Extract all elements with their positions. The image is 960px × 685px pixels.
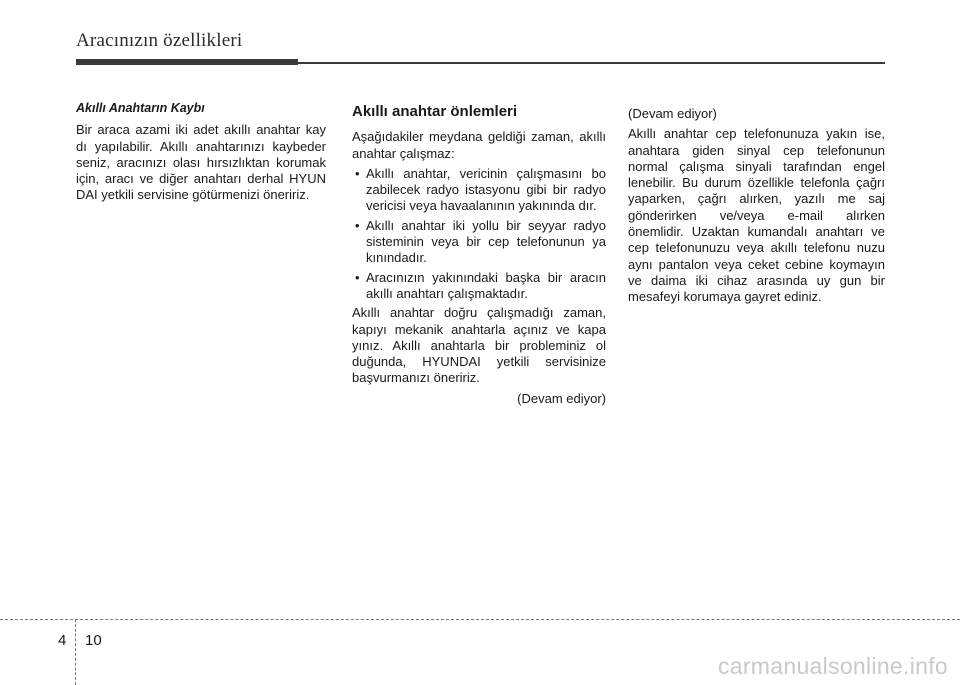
text-line: Akıllı anahtar doğru çalışmadığı zaman, <box>352 305 606 321</box>
footer-divider <box>0 619 960 620</box>
column-left <box>76 100 326 208</box>
text-line: sisteminin veya bir cep telefonunun ya <box>366 234 606 250</box>
text-line: yınız. Akıllı anahtarla bir probleminiz ol <box>352 337 606 353</box>
page-number: 10 <box>85 632 102 649</box>
continued-note: (Devam ediyor) <box>517 390 606 406</box>
text-line: zabilecek radyo istasyonu gibi bir radyo <box>366 182 606 198</box>
text-line: önemlidir. Uzaktan kumandalı anahtarı <box>628 224 872 240</box>
text-line: lenebilir. Bu durum özellikle telefonla <box>628 175 857 191</box>
list-item <box>352 166 606 215</box>
text-line: gun bir mesafeyi korumaya gayret ediniz. <box>628 272 885 305</box>
header-rule-thick <box>76 59 298 65</box>
text-line: normal çalışma sinyali tarafından engel <box>628 158 885 174</box>
text-line: DAI yetkili servisine götürmenizi öneririz. <box>76 187 310 203</box>
text-line: seniz, aracınızı olası hırsızlıktan korumak <box>76 154 326 170</box>
text-line: kapıyı mekanik anahtarla açınız ve kapa <box>352 321 606 337</box>
footer-vertical-divider <box>75 619 76 685</box>
text-line: Aşağıdakiler meydana geldiği zaman, <box>352 129 580 145</box>
list-item <box>352 270 606 303</box>
watermark: carmanualsonline.info <box>717 653 948 679</box>
text-line: duğunda, HYUNDAI yetkili servisinize <box>352 354 606 370</box>
text-line: ve cep telefonunuzu veya akıllı telefonu <box>628 224 885 256</box>
section-title-precautions: Akıllı anahtar önlemleri <box>352 103 518 120</box>
text-line: koymayın ve daima iki cihaz arasında uy <box>628 256 885 288</box>
text-line: çağrı yaparken, çağrı alırken, yazılı me <box>628 175 885 207</box>
text-line: vericisi veya havaalanının yakınında <box>366 198 575 214</box>
text-line: Akıllı anahtar cep telefonunuza yakın ise, <box>628 126 885 142</box>
text-line: Akıllı anahtar iki yollu bir seyyar radyo <box>366 217 606 233</box>
text-line: nuzu aynı pantalon veya ceket cebine <box>628 240 885 272</box>
intro-paragraph <box>352 129 606 162</box>
column-right <box>628 106 885 310</box>
page-header-title: Aracınızın özellikleri <box>76 30 243 51</box>
column-middle <box>352 100 606 407</box>
text-line: akıllı anahtar çalışmaz: <box>352 129 606 161</box>
lost-key-paragraph <box>76 122 326 203</box>
subheading-lost-key: Akıllı Anahtarın Kaybı <box>76 101 205 115</box>
chapter-number: 4 <box>58 632 67 649</box>
text-line: anahtara giden sinyal cep telefonunun <box>628 142 885 158</box>
malfunction-paragraph <box>352 305 606 386</box>
header-rule-thin <box>298 62 885 64</box>
list-item <box>352 218 606 267</box>
text-line: Aracınızın yakınındaki başka bir aracın <box>366 269 606 285</box>
text-line: Bir araca azami iki adet akıllı anahtar kay <box>76 122 326 138</box>
text-line: dı yapılabilir. Akıllı anahtarınızı kaybeder <box>76 138 326 154</box>
text-line: dır. <box>578 198 597 214</box>
text-line: için, aracı ve diğer anahtarı derhal HYUN <box>76 171 326 187</box>
text-line: saj gönderirken ve/veya e-mail alırken <box>628 191 885 223</box>
text-line: başvurmanızı öneririz. <box>352 370 480 386</box>
phone-interference-paragraph <box>628 126 885 305</box>
text-line: akıllı anahtarı çalışmaktadır. <box>366 285 528 301</box>
continued-header: (Devam ediyor) <box>628 106 717 121</box>
text-line: kınındadır. <box>366 250 427 266</box>
text-line: Akıllı anahtar, vericinin çalışmasını bo <box>366 165 606 181</box>
conditions-list <box>352 166 606 302</box>
